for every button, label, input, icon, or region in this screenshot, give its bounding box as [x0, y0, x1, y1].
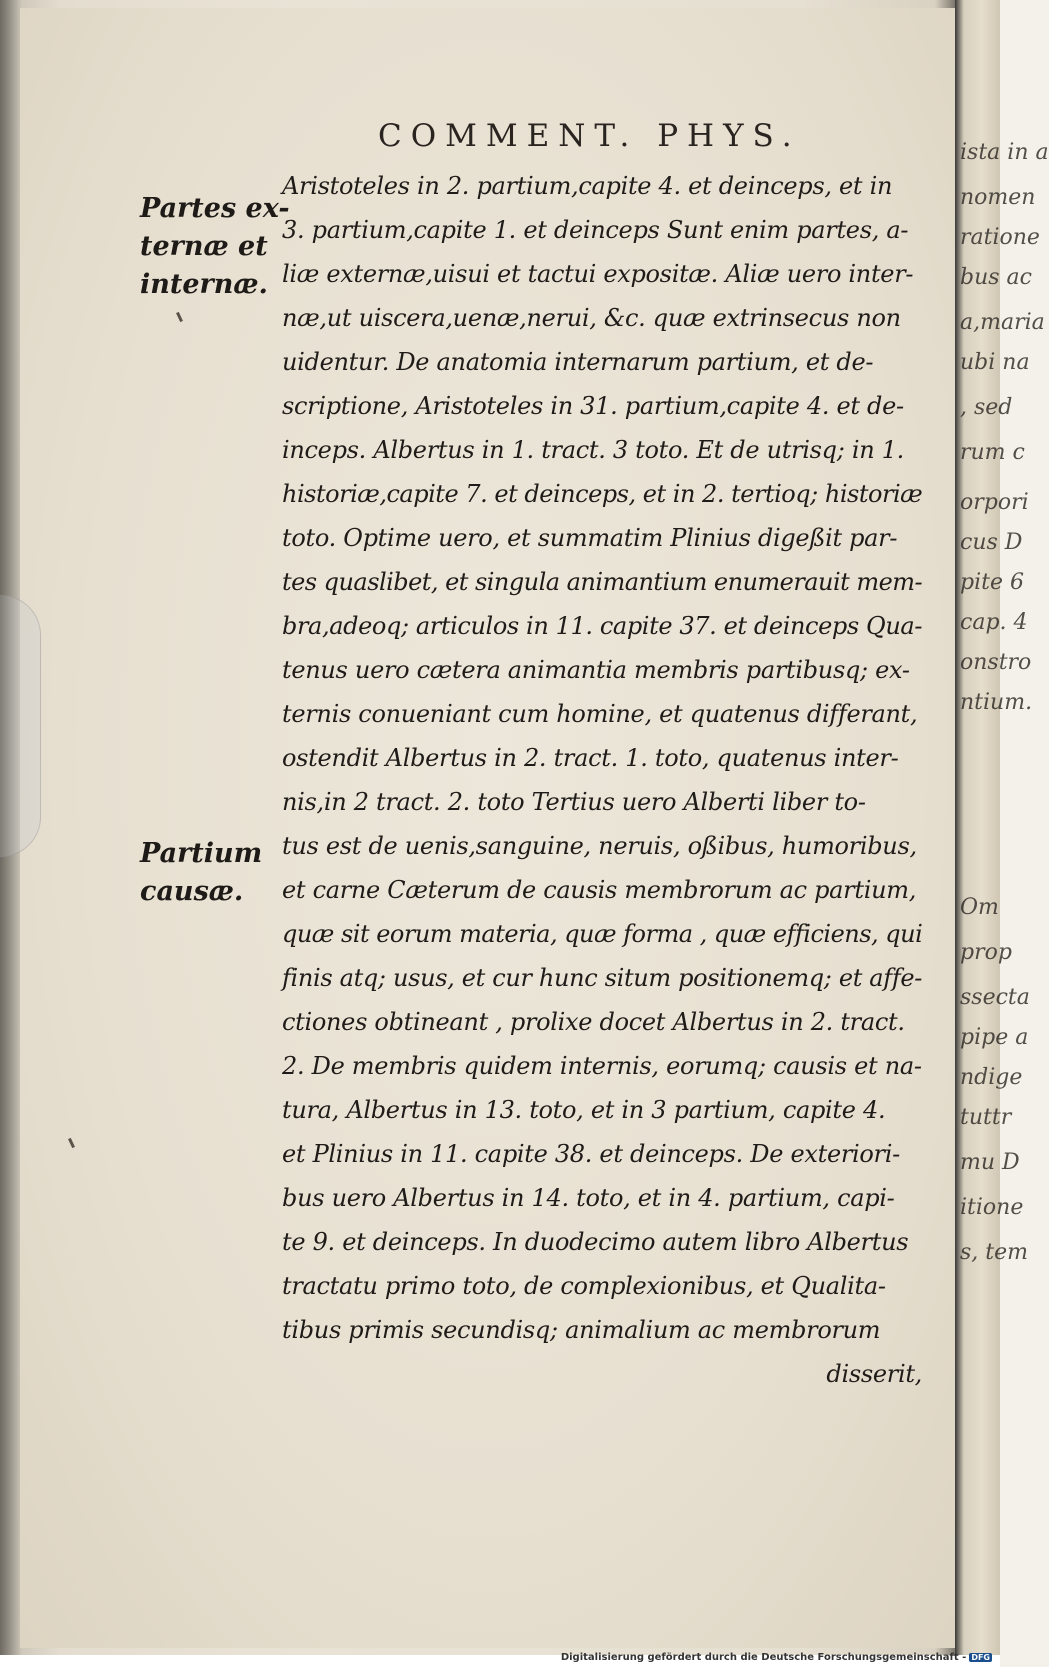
text-line: ostendit Albertus in 2. tract. 1. toto, quatenus inter-: [282, 744, 899, 772]
adjacent-page-fragment: ista in a: [960, 140, 1049, 165]
margin-note-line: Partes ex-: [140, 193, 290, 224]
adjacent-page-fragment: orpori: [960, 490, 1029, 515]
text-line: nis,in 2 tract. 2. toto Tertius uero Alberti liber to-: [282, 788, 866, 816]
text-line: liæ externæ,uisui et tactui expositæ. Aliæ uero inter-: [282, 260, 914, 288]
adjacent-page-fragment: bus ac: [960, 265, 1032, 290]
adjacent-page-fragment: pite 6: [960, 570, 1024, 595]
text-line: tibus primis secundisq; animalium ac membrorum: [282, 1316, 881, 1344]
running-head: COMMENT. PHYS.: [378, 118, 801, 154]
text-line: Aristoteles in 2. partium,capite 4. et deinceps, et in: [282, 172, 893, 200]
text-line: te 9. et deinceps. In duodecimo autem libro Albertus: [282, 1228, 909, 1256]
text-line: finis atq; usus, et cur hunc situm positionemq; et affe-: [282, 964, 923, 992]
margin-note-line: internæ.: [140, 269, 268, 300]
adjacent-page-fragment: a,maria: [960, 310, 1045, 335]
adjacent-page-fragment: ssecta: [960, 985, 1030, 1010]
text-line: tractatu primo toto, de complexionibus, et Qualita-: [282, 1272, 886, 1300]
text-line: tes quaslibet, et singula animantium enumerauit mem-: [282, 568, 923, 596]
footer-credit: [561, 1652, 992, 1663]
text-line: scriptione, Aristoteles in 31. partium,capite 4. et de-: [282, 392, 904, 420]
body-text: [282, 164, 922, 1396]
margin-note-line: Partium: [140, 838, 263, 869]
text-line: ctiones obtineant , prolixe docet Albertus in 2. tract.: [282, 1008, 905, 1036]
text-line: 2. De membris quidem internis, eorumq; causis et na-: [282, 1052, 922, 1080]
adjacent-page-fragment: rum c: [960, 440, 1025, 465]
margin-note-line: ternæ et: [140, 231, 268, 262]
text-line: disserit,: [826, 1360, 922, 1388]
adjacent-page-fragment: cus D: [960, 530, 1023, 555]
adjacent-page-fragment: prop: [960, 940, 1012, 965]
text-line: bus uero Albertus in 14. toto, et in 4. partium, capi-: [282, 1184, 895, 1212]
adjacent-page-fragment: cap. 4: [960, 610, 1028, 635]
margin-note-partes: [140, 190, 290, 304]
adjacent-page-fragment: Om: [960, 895, 999, 920]
adjacent-page-fragment: ntium.: [960, 690, 1033, 715]
text-line: næ,ut uiscera,uenæ,nerui, &c. quæ extrinsecus non: [282, 304, 901, 332]
adjacent-page-fragment: pipe a: [960, 1025, 1029, 1050]
margin-note-line: causæ.: [140, 876, 244, 907]
adjacent-page-fragment: nomen: [960, 185, 1036, 210]
text-line: toto. Optime uero, et summatim Plinius digeßit par-: [282, 524, 898, 552]
text-line: inceps. Albertus in 1. tract. 3 toto. Et de utrisq; in 1.: [282, 436, 904, 464]
dfg-logo-icon: DFG: [971, 1653, 990, 1662]
adjacent-page-fragment: itione: [960, 1195, 1024, 1220]
adjacent-page-fragment: ratione: [960, 225, 1040, 250]
binding-clip: [0, 595, 41, 857]
adjacent-page-fragment: tuttr: [960, 1105, 1012, 1130]
adjacent-page-fragment: , sed: [960, 395, 1013, 420]
text-line: uidentur. De anatomia internarum partium, et de-: [282, 348, 874, 376]
text-line: et Plinius in 11. capite 38. et deinceps. De exteriori-: [282, 1140, 900, 1168]
text-line: tura, Albertus in 13. toto, et in 3 partium, capite 4.: [282, 1096, 886, 1124]
adjacent-page-fragment: ubi na: [960, 350, 1030, 375]
footer-credit-text: Digitalisierung gefördert durch die Deutsche Forschungsgemeinschaft -: [560, 1652, 967, 1663]
text-line: historiæ,capite 7. et deinceps, et in 2. tertioq; historiæ: [282, 480, 923, 508]
adjacent-page-fragment: ndige: [960, 1065, 1023, 1090]
text-line: tus est de uenis,sanguine, neruis, oßibus, humoribus,: [282, 832, 917, 860]
margin-note-partium: [140, 835, 270, 911]
adjacent-page-edge: [955, 0, 1049, 1655]
text-line: et carne Cæterum de causis membrorum ac partium,: [282, 876, 917, 904]
adjacent-page-fragment: s, tem: [960, 1240, 1028, 1265]
text-line: ternis conueniant cum homine, et quatenus differant,: [282, 700, 918, 728]
adjacent-page-fragment: onstro: [960, 650, 1032, 675]
adjacent-page-fragment: mu D: [960, 1150, 1020, 1175]
text-line: bra,adeoq; articulos in 11. capite 37. et deinceps Qua-: [282, 612, 923, 640]
text-line: 3. partium,capite 1. et deinceps Sunt enim partes, a-: [282, 216, 909, 244]
text-line: quæ sit eorum materia, quæ forma , quæ efficiens, qui: [282, 920, 923, 948]
text-line: tenus uero cætera animantia membris partibusq; ex-: [282, 656, 910, 684]
